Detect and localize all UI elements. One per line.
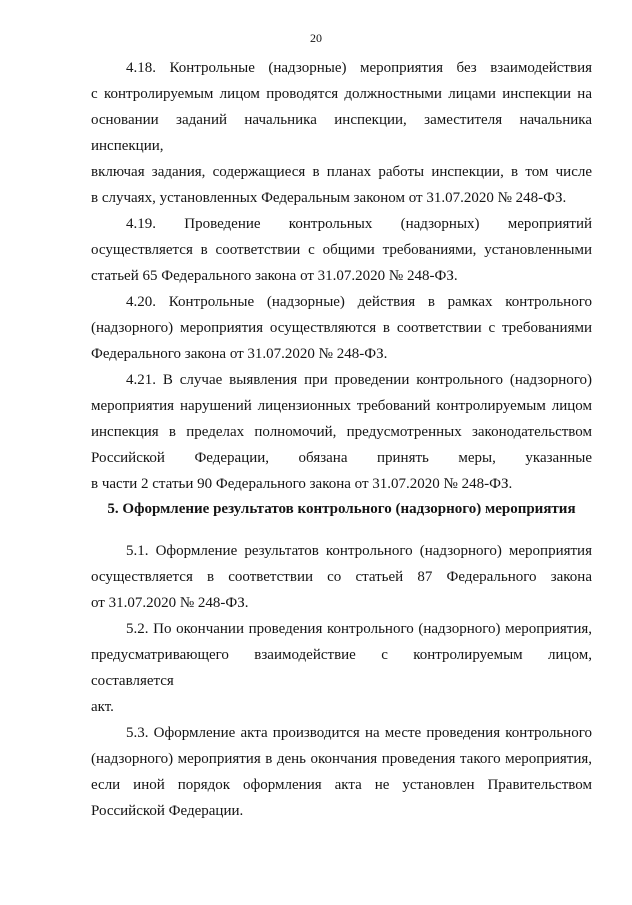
paragraph-5-1 [91,538,592,616]
paragraph-line: включая задания, содержащиеся в планах работы инспекции, в том числе [91,164,592,180]
section-4-text [91,55,592,497]
section-5-heading: 5. Оформление результатов контрольного (надзорного) мероприятия [107,501,576,517]
section-5-text [91,538,592,824]
paragraph-line: 4.18. Контрольные (надзорные) мероприятия без взаимодействия [126,60,592,76]
paragraph-line: 4.20. Контрольные (надзорные) действия в рамках контрольного [126,294,592,310]
paragraph-4-20 [91,289,592,367]
paragraph-line: статьей 65 Федерального закона от 31.07.2020 № 248-ФЗ. [91,268,458,284]
paragraph-line: от 31.07.2020 № 248-ФЗ. [91,595,249,611]
paragraph-line: 5.1. Оформление результатов контрольного (надзорного) мероприятия [126,543,592,559]
paragraph-5-2 [91,616,592,720]
page-number: 20 [310,31,322,45]
paragraph-line: с контролируемым лицом проводятся должностными лицами инспекции на [91,86,592,102]
paragraph-line: 4.19. Проведение контрольных (надзорных) мероприятий [126,216,592,232]
paragraph-4-19 [91,211,592,289]
paragraph-line: 5.3. Оформление акта производится на месте проведения контрольного [126,725,592,741]
paragraph-line: в случаях, установленных Федеральным законом от 31.07.2020 № 248-ФЗ. [91,190,567,206]
paragraph-line: 5.2. По окончании проведения контрольного (надзорного) мероприятия, [126,621,592,637]
paragraph-line: Федерального закона от 31.07.2020 № 248-ФЗ. [91,346,388,362]
paragraph-4-21 [91,367,592,497]
paragraph-line: акт. [91,699,114,715]
paragraph-line: мероприятия нарушений лицензионных требований контролируемым лицом [91,398,592,414]
paragraph-4-18 [91,55,592,211]
paragraph-line: Российской Федерации. [91,803,244,819]
paragraph-line: осуществляется в соответствии со статьей 87 Федерального закона [91,569,592,585]
paragraph-line: (надзорного) мероприятия в день окончания проведения такого мероприятия, [91,751,592,767]
paragraph-line: 4.21. В случае выявления при проведении контрольного (надзорного) [126,372,592,388]
paragraph-line: если иной порядок оформления акта не установлен Правительством [91,777,592,793]
paragraph-line: Российской Федерации, обязана принять меры, указанные [91,450,592,466]
paragraph-line: предусматривающего взаимодействие с контролируемым лицом, составляется [91,647,592,689]
paragraph-line: (надзорного) мероприятия осуществляются в соответствии с требованиями [91,320,592,336]
paragraph-5-3 [91,720,592,824]
paragraph-line: основании заданий начальника инспекции, заместителя начальника инспекции, [91,112,592,154]
paragraph-line: инспекция в пределах полномочий, предусмотренных законодательством [91,424,592,440]
paragraph-line: осуществляется в соответствии с общими требованиями, установленными [91,242,592,258]
paragraph-line: в части 2 статьи 90 Федерального закона от 31.07.2020 № 248-ФЗ. [91,476,513,492]
